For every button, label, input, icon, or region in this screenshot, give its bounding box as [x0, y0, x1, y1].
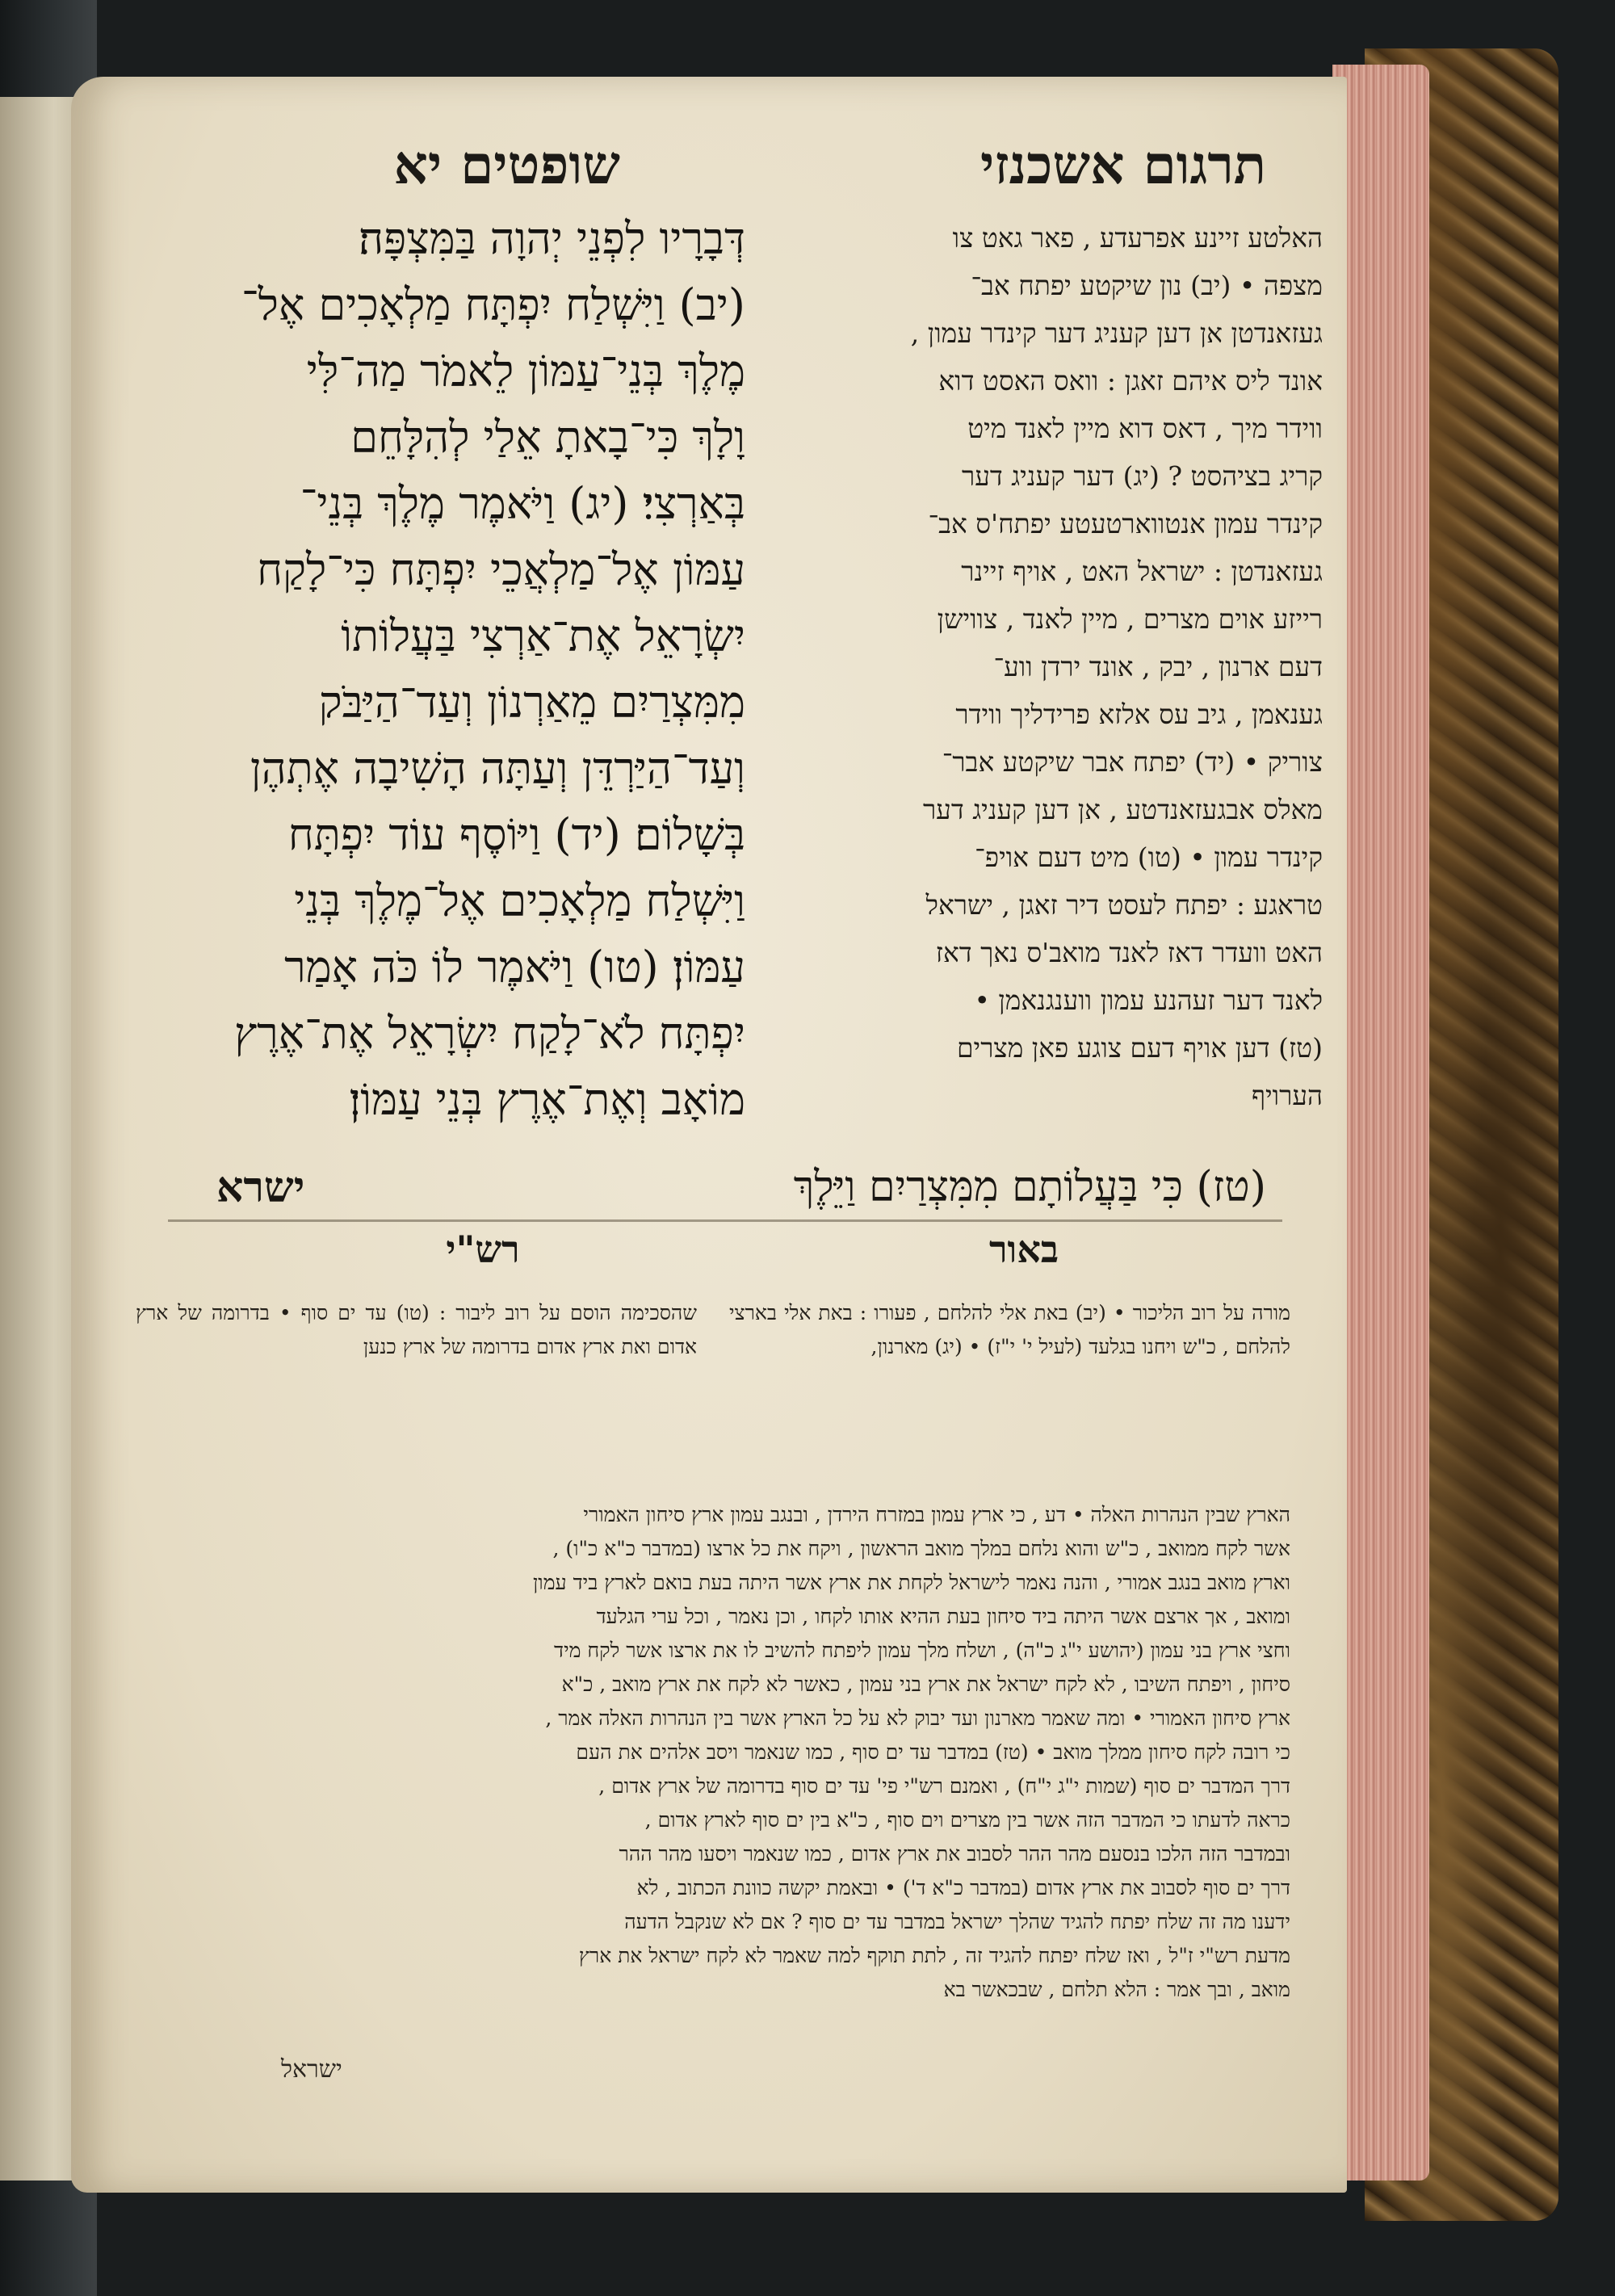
section-divider: [168, 1219, 1282, 1222]
yiddish-line: האלטע זיינע אפרעדע , פאר גאט צו: [952, 222, 1323, 254]
biur-heading: באור: [988, 1228, 1059, 1271]
commentary-line: הארץ שבין הנהרות האלה • דע , כי ארץ עמון במזרח הירדן , ובנגב עמון ארץ סיחון האמורי: [583, 1503, 1290, 1526]
rashi-heading: רש"י: [446, 1228, 520, 1271]
commentary-line: כי רובה לקח סיחון ממלך מואב • (טז) במדבר עד ים סוף , כמו שנאמר ויסב אלהים את העם: [576, 1740, 1290, 1764]
commentary-line: דרך ים סוף לסבוב את ארץ אדום (במדבר כ"א ד') • ובאמת יקשה כוונת הכתוב , לא: [636, 1876, 1290, 1899]
catchline-text: (טז) כִּי בַּעֲלוֹתָם מִמִּצְרַיִם וַיֵּלֶךְ: [793, 1163, 1266, 1211]
commentary-headings: [71, 1228, 1347, 1284]
commentary-line: וחצי ארץ בני עמון (יהושע י"ג כ"ה) , ושלח מלך עמון ליפתח להשיב לו את ארצו אשר לקח מיד: [554, 1639, 1290, 1662]
hebrew-line: בְּשָׁלוֹם׃ (יד) וַיּוֹסֶף עוֹד יִפְתָּח: [287, 809, 745, 860]
biur-commentary: [729, 1296, 1290, 1364]
yiddish-line: הערויף: [1251, 1080, 1323, 1111]
yiddish-line: מצפה • (יב) נון שיקטע יפתח אב־: [971, 270, 1323, 301]
commentary-full-width: [136, 1498, 1290, 2007]
running-head-left: שופטים יא: [393, 133, 620, 196]
hebrew-line: (יב) וַיִּשְׁלַח יִפְתָּח מַלְאָכִים אֶל־: [241, 279, 745, 330]
hebrew-line: יִשְׂרָאֵל אֶת־אַרְצִי בַּעֲלוֹתוֹ: [341, 611, 745, 661]
hebrew-line: וָלָךְ כִּי־בָאתָ אֵלַי לְהִלָּחֵם: [350, 412, 745, 463]
commentary-line: וארץ מואב בנגב אמורי , והנה נאמר לישראל לקחת את ארץ אשר היתה בעת בואם לארץ ביד עמון: [532, 1571, 1290, 1594]
commentary-line: דרך המדבר ים סוף (שמות י"ג י"ח) , ואמנם רש"י פי' עד ים סוף בדרומה של ארץ אדום ,: [598, 1774, 1290, 1798]
yiddish-line: דעם ארנון , יבק , אונד ירדן ווע־: [993, 651, 1323, 682]
commentary-line: סיחון , ויפתח השיבו , לא לקח ישראל את ארץ בני עמון , כאשר לא לקח את ארץ מואב , כ"א: [561, 1673, 1290, 1696]
hebrew-line: בְּאַרְצִי׃ (יג) וַיֹּאמֶר מֶלֶךְ בְּנֵי־: [300, 478, 745, 529]
yiddish-line: האט וועדר דאז לאנד מואב'ס נאך דאז: [935, 937, 1323, 968]
yiddish-translation-column: [757, 214, 1323, 1119]
yiddish-line: געזאנדטן : ישראל האט , אויף זיינר: [961, 556, 1323, 587]
yiddish-line: לאנד דער זעהנע עמון ווענגנאמן •: [974, 984, 1323, 1016]
yiddish-line: קינדר עמון • (טו) מיט דעם אויפ־: [975, 842, 1323, 873]
hebrew-line: עַמּוֹן׃ (טו) וַיֹּאמֶר לוֹ כֹּה אָמַר: [284, 942, 745, 993]
hebrew-line: עַמּוֹן אֶל־מַלְאֲכֵי יִפְתָּח כִּי־לָקַח: [257, 544, 745, 595]
yiddish-line: טראגע : יפתח לעסט דיר זאגן , ישראל: [925, 889, 1323, 921]
yiddish-line: קינדר עמון אנטווארטעטע יפתח'ס אב־: [928, 508, 1323, 539]
yiddish-line: קריג בציהסט ? (יג) דער קעניג דער: [962, 460, 1323, 492]
commentary-line: מדעת רש"י ז"ל , ואז שלח יפתח להגיד זה , לתת תוקף למה שאמר לא לקח ישראל את ארץ: [578, 1944, 1290, 1967]
hebrew-line: דְּבָרָיו לִפְנֵי יְהוָה בַּמִּצְפָּה׃: [358, 213, 745, 264]
running-head-right: תרגום אשכנזי: [979, 133, 1266, 196]
hebrew-line: יִפְתָּח לֹא־לָקַח יִשְׂרָאֵל אֶת־אֶרֶץ: [234, 1008, 745, 1059]
commentary-line: ומואב , אך ארצם אשר היתה ביד סיחון בעת ההיא אותו לקחו , וכן נאמר , וכל ערי הגלעד: [596, 1605, 1290, 1628]
yiddish-line: רייזע אוים מצרים , מיין לאנד , צווישן: [937, 603, 1323, 635]
previous-page-edge: [0, 97, 79, 2181]
biur-text: מורה על רוב הליכור • (יב) באת אלי להלחם , פעורו : באת אלי בארצי להלחם , כ"ש ויחנו בגלעד (לעיל י' י"ז) • (יג) מארנון,: [729, 1301, 1290, 1358]
hebrew-line: וַיִּשְׁלַח מַלְאָכִים אֶל־מֶלֶךְ בְּנֵי: [294, 875, 745, 926]
page-edges: [1332, 65, 1429, 2181]
catchline: [216, 1163, 1266, 1212]
commentary-line: מואב , ובך אמר : הלא תלחם , שבכאשר בא: [943, 1978, 1290, 2001]
yiddish-line: אונד ליס איהם זאגן : וואס האסט דוא: [938, 365, 1323, 397]
yiddish-line: צוריק • (יד) יפתח אבר שיקטע אבר־: [942, 746, 1323, 778]
commentary-line: ובמדבר הזה הלכו בנסעם מהר ההר לסבוב את ארץ אדום , כמו שנאמר ויסעו מהר ההר: [619, 1842, 1290, 1866]
yiddish-line: (טז) דען אויף דעם צוגע פאן מצרים: [956, 1032, 1323, 1064]
commentary-columns: [136, 1296, 1290, 1364]
commentary-line: אשר לקח ממואב , כ"ש והוא נלחם במלך מואב הראשון , ויקח את כל ארצו (במדבר כ"א כ"ו) ,: [552, 1537, 1290, 1560]
rashi-text: שהסכימה הוסם על רוב ליבור : (טו) עד ים סוף • בדרומה של ארץ אדום ואת ארץ אדום בדרומה של ארץ כנען: [136, 1301, 697, 1358]
catchword: ישרא: [216, 1163, 305, 1212]
rashi-commentary: [136, 1296, 697, 1364]
hebrew-line: מוֹאָב וְאֶת־אֶרֶץ בְּנֵי עַמּוֹן׃: [349, 1074, 745, 1125]
hebrew-text-column: [124, 206, 745, 1133]
commentary-line: ידענו מה זה שלח יפתח להגיד שהלך ישראל במדבר עד ים סוף ? אם לא שנקבל הדעה: [624, 1910, 1290, 1933]
commentary-line: כראה לדעתו כי המדבר הזה אשר בין מצרים וים סוף , כ"א בין ים סוף לארץ אדום ,: [644, 1808, 1290, 1832]
hebrew-line: מִמִּצְרַיִם מֵאַרְנוֹן וְעַד־הַיַּבֹּק: [318, 677, 745, 728]
commentary-line: ארץ סיחון האמורי • ומה שאמר מארנון ועד יבוק לא על כל הארץ אשר בין הנהרות האלה אמר ,: [545, 1706, 1290, 1730]
hebrew-line: וְעַד־הַיַּרְדֵּן וְעַתָּה הָשִׁיבָה אֶתְהֶן: [250, 743, 745, 794]
yiddish-line: געזאנדטן אן דען קעניג דער קינדר עמון ,: [910, 317, 1323, 349]
hebrew-line: מֶלֶךְ בְּנֵי־עַמּוֹן לֵאמֹר מַה־לִּי: [306, 346, 745, 397]
bottom-catchword: ישראל: [281, 2055, 342, 2084]
yiddish-line: גענאמן , גיב עס אלזא פרידליך ווידר: [955, 699, 1323, 730]
book-page: [71, 77, 1347, 2193]
yiddish-line: ווידר מיך , דאס דוא מיין לאנד מיט: [967, 413, 1323, 444]
yiddish-line: מאלס אבגעזאנדטע , אן דען קעניג דער: [922, 794, 1323, 825]
